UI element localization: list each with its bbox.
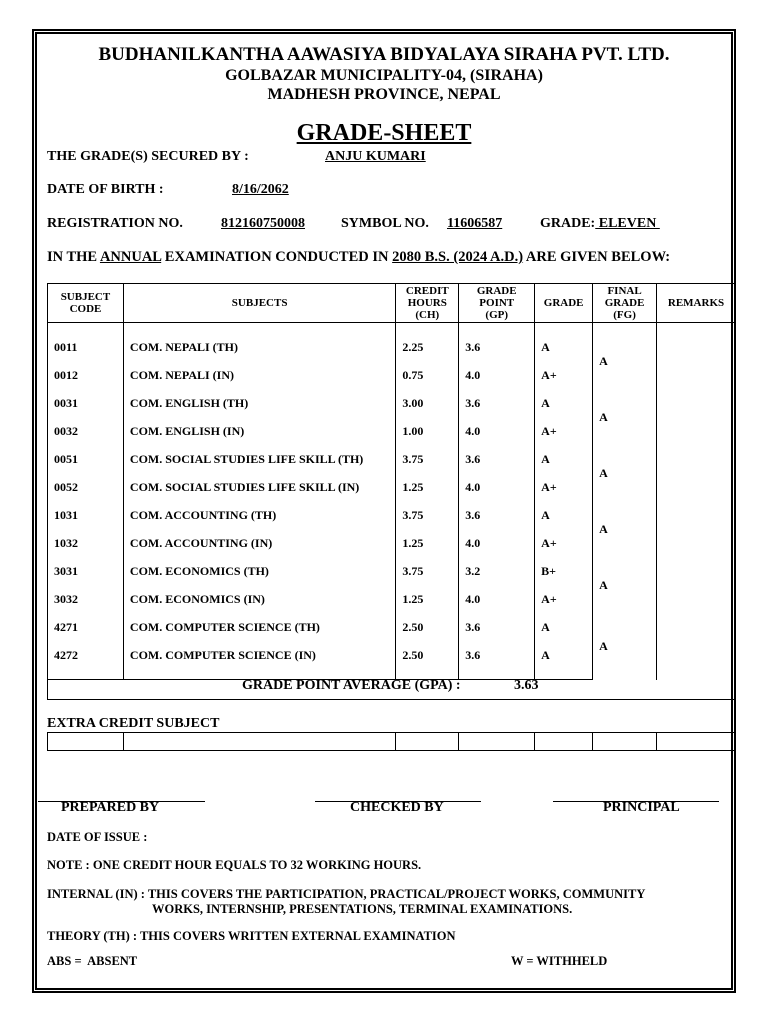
- subject-code-cell: 0011: [48, 323, 124, 362]
- grade-point-cell: 3.6: [459, 323, 535, 362]
- credit-hours-cell: 1.25: [396, 529, 459, 557]
- subject-name-cell: COM. ENGLISH (TH): [123, 389, 395, 417]
- final-grade-cell: A: [593, 445, 657, 501]
- subject-code-cell: 3032: [48, 585, 124, 613]
- subject-code-cell: 0012: [48, 361, 124, 389]
- school-address-2: MADHESH PROVINCE, NEPAL: [267, 86, 501, 103]
- grade-cell: A+: [535, 529, 593, 557]
- credit-hours-cell: 0.75: [396, 361, 459, 389]
- header-credit-hours: CREDIT HOURS (CH): [396, 284, 459, 323]
- absent-legend: ABS = ABSENT: [47, 954, 138, 968]
- final-grade-cell: A: [593, 501, 657, 557]
- grade-point-cell: 4.0: [459, 361, 535, 389]
- grade-cell: A+: [535, 473, 593, 501]
- subject-name-cell: COM. SOCIAL STUDIES LIFE SKILL (IN): [123, 473, 395, 501]
- final-grade-cell: A: [593, 323, 657, 390]
- header-grade-point: GRADE POINT (GP): [459, 284, 535, 323]
- table-row: [48, 501, 736, 529]
- subject-name-cell: COM. COMPUTER SCIENCE (IN): [123, 641, 395, 680]
- subject-name-cell: COM. ACCOUNTING (IN): [123, 529, 395, 557]
- grade-point-cell: 4.0: [459, 417, 535, 445]
- exam-year: 2080 B.S. (2024 A.D.): [392, 249, 524, 265]
- grade-point-cell: 3.6: [459, 501, 535, 529]
- credit-hours-cell: 2.50: [396, 641, 459, 680]
- subject-code-cell: 4271: [48, 613, 124, 641]
- credit-hours-cell: 2.50: [396, 613, 459, 641]
- grade-cell: A+: [535, 361, 593, 389]
- page-title: GRADE-SHEET: [296, 120, 472, 146]
- subject-name-cell: COM. ACCOUNTING (TH): [123, 501, 395, 529]
- subject-code-cell: 1031: [48, 501, 124, 529]
- credit-hours-cell: 3.75: [396, 557, 459, 585]
- student-name: ANJU KUMARI: [325, 149, 426, 164]
- table-header-row: [48, 284, 736, 323]
- gpa-label: GRADE POINT AVERAGE (GPA) :: [242, 678, 461, 693]
- grade-point-cell: 4.0: [459, 529, 535, 557]
- subject-code-cell: 4272: [48, 641, 124, 680]
- withheld-legend: W = WITHHELD: [511, 954, 608, 968]
- grade-cell: B+: [535, 557, 593, 585]
- symbol-number: 11606587: [447, 216, 503, 231]
- grade-point-cell: 3.6: [459, 613, 535, 641]
- exam-line: IN THE ANNUAL EXAMINATION CONDUCTED IN 2080 B.S. (2024 A.D.) ARE GIVEN BELOW:: [47, 249, 671, 265]
- date-of-issue: DATE OF ISSUE :: [47, 830, 148, 844]
- dob-value: 8/16/2062: [232, 182, 289, 197]
- grade-label: GRADE: ELEVEN: [540, 216, 660, 231]
- subject-name-cell: COM. ECONOMICS (TH): [123, 557, 395, 585]
- grade-cell: A+: [535, 585, 593, 613]
- subject-name-cell: COM. ECONOMICS (IN): [123, 585, 395, 613]
- credit-hours-cell: 1.00: [396, 417, 459, 445]
- gpa-value: 3.63: [514, 678, 539, 693]
- table-row: [48, 389, 736, 417]
- subject-name-cell: COM. ENGLISH (IN): [123, 417, 395, 445]
- table-row: [48, 613, 736, 641]
- school-name: BUDHANILKANTHA AAWASIYA BIDYALAYA SIRAHA PVT. LTD.: [98, 44, 670, 65]
- grade-cell: A: [535, 501, 593, 529]
- internal-note-line-2: WORKS, INTERNSHIP, PRESENTATIONS, TERMINAL EXAMINATIONS.: [152, 902, 573, 916]
- grade-cell: A: [535, 445, 593, 473]
- credit-hours-cell: 1.25: [396, 473, 459, 501]
- credit-hours-cell: 1.25: [396, 585, 459, 613]
- subject-name-cell: COM. NEPALI (TH): [123, 323, 395, 362]
- principal-label: PRINCIPAL: [603, 800, 680, 815]
- subject-name-cell: COM. SOCIAL STUDIES LIFE SKILL (TH): [123, 445, 395, 473]
- final-grade-cell: A: [593, 389, 657, 445]
- header-remarks: REMARKS: [657, 284, 736, 323]
- subject-code-cell: 0031: [48, 389, 124, 417]
- credit-hours-cell: 2.25: [396, 323, 459, 362]
- grade-point-cell: 3.6: [459, 641, 535, 680]
- subject-code-cell: 3031: [48, 557, 124, 585]
- internal-note-line-1: INTERNAL (IN) : THIS COVERS THE PARTICIPATION, PRACTICAL/PROJECT WORKS, COMMUNITY: [47, 887, 646, 901]
- checked-by-label: CHECKED BY: [350, 800, 444, 815]
- prepared-by-label: PREPARED BY: [61, 800, 160, 815]
- subject-code-cell: 0052: [48, 473, 124, 501]
- grade-point-cell: 3.6: [459, 445, 535, 473]
- grade-cell: A+: [535, 417, 593, 445]
- extra-credit-row: [48, 733, 736, 751]
- grade-point-cell: 4.0: [459, 473, 535, 501]
- header-subjects: SUBJECTS: [123, 284, 395, 323]
- header-subject-code: SUBJECT CODE: [48, 284, 124, 323]
- extra-credit-table: [47, 732, 736, 751]
- credit-hours-cell: 3.00: [396, 389, 459, 417]
- theory-note: THEORY (TH) : THIS COVERS WRITTEN EXTERNAL EXAMINATION: [47, 929, 456, 943]
- final-grade-cell: A: [593, 613, 657, 680]
- exam-type: ANNUAL: [99, 249, 162, 265]
- grade-cell: A: [535, 641, 593, 680]
- table-row: [48, 445, 736, 473]
- grade-cell: A: [535, 323, 593, 362]
- subject-code-cell: 0051: [48, 445, 124, 473]
- final-grade-cell: A: [593, 557, 657, 613]
- credit-hours-cell: 3.75: [396, 501, 459, 529]
- registration-number: 812160750008: [221, 216, 305, 231]
- remarks-cell: [657, 323, 736, 680]
- symbol-label: SYMBOL NO.: [341, 216, 429, 231]
- subject-code-cell: 1032: [48, 529, 124, 557]
- header-grade: GRADE: [535, 284, 593, 323]
- extra-credit-label: EXTRA CREDIT SUBJECT: [47, 716, 220, 731]
- grade-point-cell: 3.6: [459, 389, 535, 417]
- secured-by-label: THE GRADE(S) SECURED BY :: [47, 149, 249, 164]
- grade-point-cell: 4.0: [459, 585, 535, 613]
- table-row: [48, 323, 736, 362]
- credit-hour-note: NOTE : ONE CREDIT HOUR EQUALS TO 32 WORKING HOURS.: [47, 858, 422, 872]
- subject-name-cell: COM. COMPUTER SCIENCE (TH): [123, 613, 395, 641]
- school-address-1: GOLBAZAR MUNICIPALITY-04, (SIRAHA): [225, 67, 543, 84]
- grade-cell: A: [535, 389, 593, 417]
- grade-cell: A: [535, 613, 593, 641]
- header-final-grade: FINAL GRADE (FG): [593, 284, 657, 323]
- grades-table: [47, 283, 736, 680]
- gpa-row: [47, 676, 736, 700]
- credit-hours-cell: 3.75: [396, 445, 459, 473]
- grade-value: ELEVEN: [595, 216, 660, 231]
- subject-name-cell: COM. NEPALI (IN): [123, 361, 395, 389]
- registration-label: REGISTRATION NO.: [47, 216, 183, 231]
- grade-point-cell: 3.2: [459, 557, 535, 585]
- dob-label: DATE OF BIRTH :: [47, 182, 164, 197]
- table-row: [48, 557, 736, 585]
- subject-code-cell: 0032: [48, 417, 124, 445]
